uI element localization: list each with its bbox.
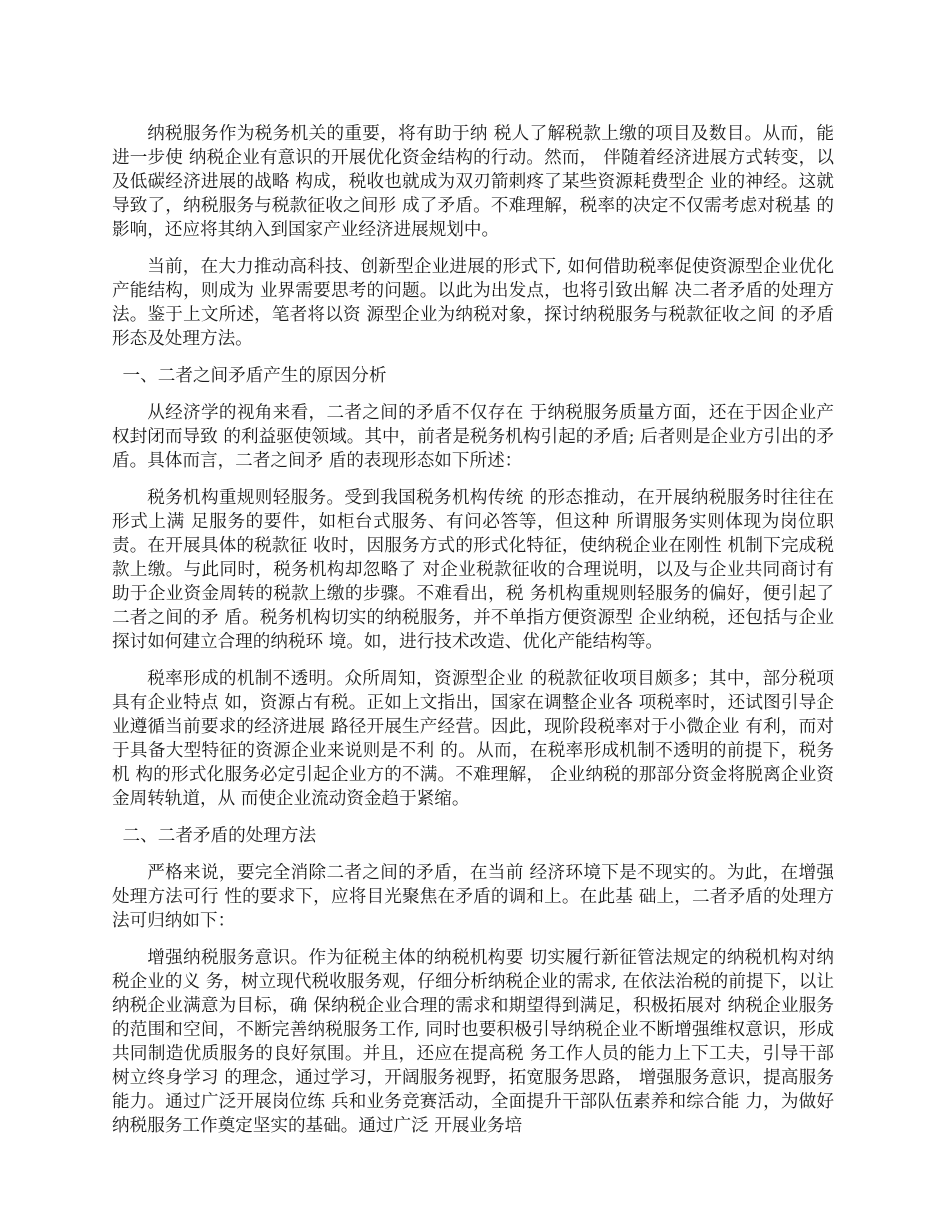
paragraph-economics-view: 从经济学的视角来看，二者之间的矛盾不仅存在 于纳税服务质量方面，还在于因企业产权封闭而导致 的利益驱使领域。其中，前者是税务机构引起的矛盾; 后者则是企业方引出的矛盾。具体而言，二者之间矛 盾的表现形态如下所述： bbox=[112, 403, 834, 471]
section-heading-causes: 一、二者之间矛盾产生的原因分析 bbox=[122, 366, 387, 386]
document-body bbox=[112, 122, 834, 1151]
paragraph-context: 当前，在大力推动高科技、创新型企业进展的形式下, 如何借助税率促使资源型企业优化产能结构，则成为 业界需要思考的问题。以此为出发点，也将引致出解 决二者矛盾的处理方法。鉴于上文所述，笔者将以资 源型企业为纳税对象，探讨纳税服务与税款征收之间 的矛盾形态及处理方法。 bbox=[112, 257, 834, 349]
paragraph-service-awareness: 增强纳税服务意识。作为征税主体的纳税机构要 切实履行新征管法规定的纳税机构对纳税企业的义 务，树立现代税收服务观，仔细分析纳税企业的需求, 在依法治税的前提下，以让纳税企业满意为目标，确 保纳税企业合理的需求和期望得到满足，积极拓展对 纳税企业服务的范围和空间，不断完善纳税服务工作, 同时也要积极引导纳税企业不断增强维权意识，形成 共同制造优质服务的良好氛围。并且，还应在提高税 务工作人员的能力上下工夫，引导干部树立终身学习 的理念，通过学习，开阔服务视野，拓宽服务思路， 增强服务意识，提高服务能力。通过广泛开展岗位练 兵和业务竞赛活动，全面提升干部队伍素养和综合能 力，为做好纳税服务工作奠定坚实的基础。通过广泛 开展业务培 bbox=[112, 948, 834, 1136]
paragraph-rules-over-service: 税务机构重规则轻服务。受到我国税务机构传统 的形态推动，在开展纳税服务时往往在形式上满 足服务的要件，如柜台式服务、有问必答等，但这种 所谓服务实则体现为岗位职责。在开展具体的税款征 收时，因服务方式的形式化特征，使纳税企业在刚性 机制下完成税款上缴。与此同时，税务机构却忽略了 对企业税款征收的合理说明，以及与企业共同商讨有 助于企业资金周转的税款上缴的步骤。不难看出，税 务机构重规则轻服务的偏好，便引起了二者之间的矛 盾。税务机构切实的纳税服务，并不单指方便资源型 企业纳税，还包括与企业探讨如何建立合理的纳税环 境。如，进行技术改造、优化产能结构等。 bbox=[112, 488, 834, 652]
paragraph-opaque-tax-rate: 税率形成的机制不透明。众所周知，资源型企业 的税款征收项目颇多；其中，部分税项具有企业特点 如，资源占有税。正如上文指出，国家在调整企业各 项税率时，还试图引导企业遵循当前要求的经济进展 路径开展生产经营。因此，现阶段税率对于小微企业 有利，而对于具备大型特征的资源企业来说则是不利 的。从而，在税率形成机制不透明的前提下，税务机 构的形式化服务必定引起企业方的不满。不难理解， 企业纳税的那部分资金将脱离企业资金周转轨道，从 而使企业流动资金趋于紧缩。 bbox=[112, 669, 834, 809]
section-heading-solutions: 二、二者矛盾的处理方法 bbox=[122, 826, 317, 846]
paragraph-solutions-intro: 严格来说，要完全消除二者之间的矛盾，在当前 经济环境下是不现实的。为此，在增强处理方法可行 性的要求下，应将目光聚焦在矛盾的调和上。在此基 础上，二者矛盾的处理方法可归纳如下： bbox=[112, 863, 834, 931]
paragraph-intro: 纳税服务作为税务机关的重要，将有助于纳 税人了解税款上缴的项目及数目。从而，能进一步使 纳税企业有意识的开展优化资金结构的行动。然而， 伴随着经济进展方式转变，以及低碳经济进展的战略 构成，税收也就成为双刃箭刺疼了某些资源耗费型企 业的神经。这就导致了，纳税服务与税款征收之间形 成了矛盾。不难理解，税率的决定不仅需考虑对税基 的影响，还应将其纳入到国家产业经济进展规划中。 bbox=[112, 124, 834, 240]
